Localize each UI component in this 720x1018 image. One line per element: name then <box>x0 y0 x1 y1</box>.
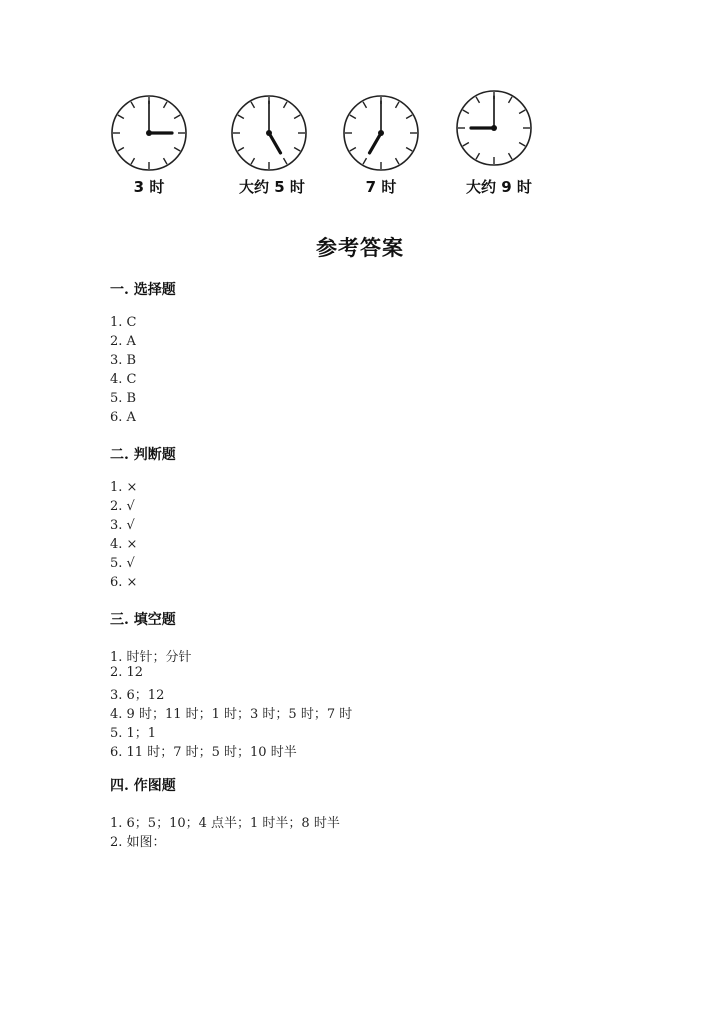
clock-face-2 <box>229 93 309 173</box>
answer-item: 4. × <box>110 537 138 552</box>
answer-item: 2. 如图： <box>110 835 166 850</box>
clock-center-dot <box>146 130 152 136</box>
section-heading-choice: 一. 选择题 <box>110 282 176 298</box>
answer-item: 3. 6；12 <box>110 688 165 703</box>
clock-center-dot <box>266 130 272 136</box>
answer-item: 6. A <box>110 410 136 425</box>
section-heading-drawing: 四. 作图题 <box>110 778 176 794</box>
clock-face-4 <box>454 88 534 168</box>
clock-face-1 <box>109 93 189 173</box>
answer-item: 6. × <box>110 575 138 590</box>
answer-item: 1. C <box>110 315 137 330</box>
section-heading-fill-blank: 三. 填空题 <box>110 612 176 628</box>
clock-label-3: 7 时 <box>365 178 397 196</box>
answer-item: 6. 11 时；7 时；5 时；10 时半 <box>110 745 297 760</box>
clock-label-4: 大约 9 时 <box>466 178 532 196</box>
clock-label-2: 大约 5 时 <box>239 178 305 196</box>
clock-label-1: 3 时 <box>133 178 165 196</box>
answer-item: 4. 9 时；11 时；1 时；3 时；5 时；7 时 <box>110 707 353 722</box>
clock-row <box>0 0 720 210</box>
answer-item: 2. 12 <box>110 665 144 680</box>
clock-face-3 <box>341 93 421 173</box>
answer-item: 3. √ <box>110 518 135 533</box>
answer-item: 4. C <box>110 372 137 387</box>
answer-item: 5. B <box>110 391 137 406</box>
clock-center-dot <box>491 125 497 131</box>
answer-item: 2. A <box>110 334 136 349</box>
answer-item: 5. √ <box>110 556 135 571</box>
answer-item: 1. × <box>110 480 138 495</box>
answer-item: 3. B <box>110 353 137 368</box>
answer-item: 1. 时针；分针 <box>110 650 192 665</box>
page-title: 参考答案 <box>316 235 404 260</box>
answer-item: 2. √ <box>110 499 135 514</box>
answer-item: 5. 1；1 <box>110 726 157 741</box>
answer-item: 1. 6；5；10；4 点半；1 时半；8 时半 <box>110 816 340 831</box>
section-heading-judgment: 二. 判断题 <box>110 447 176 463</box>
clock-center-dot <box>378 130 384 136</box>
